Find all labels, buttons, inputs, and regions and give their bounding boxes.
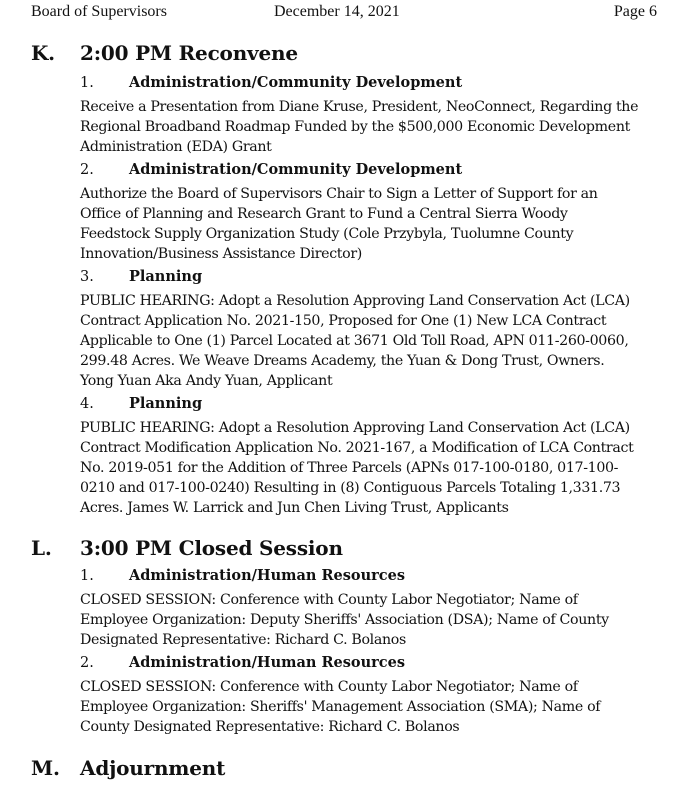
item-department: Administration/Human Resources — [129, 567, 405, 584]
item-department: Planning — [129, 395, 203, 412]
item-number: 1. — [80, 568, 94, 584]
agenda-item-text: Receive a Presentation from Diane Kruse, President, NeoConnect, Regarding the Regional Broadband Roadmap Funded by the $500,000 Economic Development Administration (EDA) Grant — [80, 99, 639, 155]
item-number: 2. — [80, 162, 94, 178]
item-number: 4. — [80, 396, 94, 412]
header-board-name: Board of Supervisors — [31, 3, 167, 20]
page-header — [31, 3, 657, 23]
agenda-item-text: Authorize the Board of Supervisors Chair to Sign a Letter of Support for an Office of Planning and Research Grant to Fund a Central Sierra Woody Feedstock Supply Organization Study (Cole Przybyla, Tuolumne County Innovation/Business Assistance Director) — [80, 186, 598, 262]
item-department: Planning — [129, 268, 203, 285]
agenda-item-text: CLOSED SESSION: Conference with County Labor Negotiator; Name of Employee Organization: Sheriffs' Management Association (SMA); Name of County Designated Representative: Richard C. Bolanos — [80, 679, 601, 735]
item-department: Administration/Human Resources — [129, 654, 405, 671]
section-letter: L. — [31, 536, 52, 560]
agenda-item-text: CLOSED SESSION: Conference with County Labor Negotiator; Name of Employee Organization: Deputy Sheriffs' Association (DSA); Name of County Designated Representative: Richard C. Bolanos — [80, 592, 609, 648]
section-title: 3:00 PM Closed Session — [80, 536, 343, 560]
header-date: December 14, 2021 — [274, 3, 400, 20]
agenda-item-text: PUBLIC HEARING: Adopt a Resolution Approving Land Conservation Act (LCA) Contract Application No. 2021-150, Proposed for One (1) New LCA Contract Applicable to One (1) Parcel Located at 3671 Old Toll Road, APN 011-260-0060, 299.48 Acres. We Weave Dreams Academy, the Yuan & Dong Trust, Owners. Yong Yuan Aka Andy Yuan, Applicant — [80, 293, 630, 389]
section-letter: M. — [31, 756, 60, 780]
item-number: 1. — [80, 75, 94, 91]
item-number: 2. — [80, 655, 94, 671]
item-number: 3. — [80, 269, 94, 285]
agenda-item-text: PUBLIC HEARING: Adopt a Resolution Approving Land Conservation Act (LCA) Contract Modification Application No. 2021-167, a Modification of LCA Contract No. 2019-051 for the Addition of Three Parcels (APNs 017-100-0180, 017-100- 0210 and 017-100-0240) Resulting in (8) Contiguous Parcels Totaling 1,331.73 Acres. James W. Larrick and Jun Chen Living Trust, Applicants — [80, 420, 634, 516]
item-department: Administration/Community Development — [129, 161, 463, 178]
section-letter: K. — [31, 41, 55, 65]
header-page-number: Page 6 — [613, 3, 657, 20]
section-title: 2:00 PM Reconvene — [80, 41, 298, 65]
item-department: Administration/Community Development — [129, 74, 463, 91]
section-title: Adjournment — [80, 756, 226, 780]
